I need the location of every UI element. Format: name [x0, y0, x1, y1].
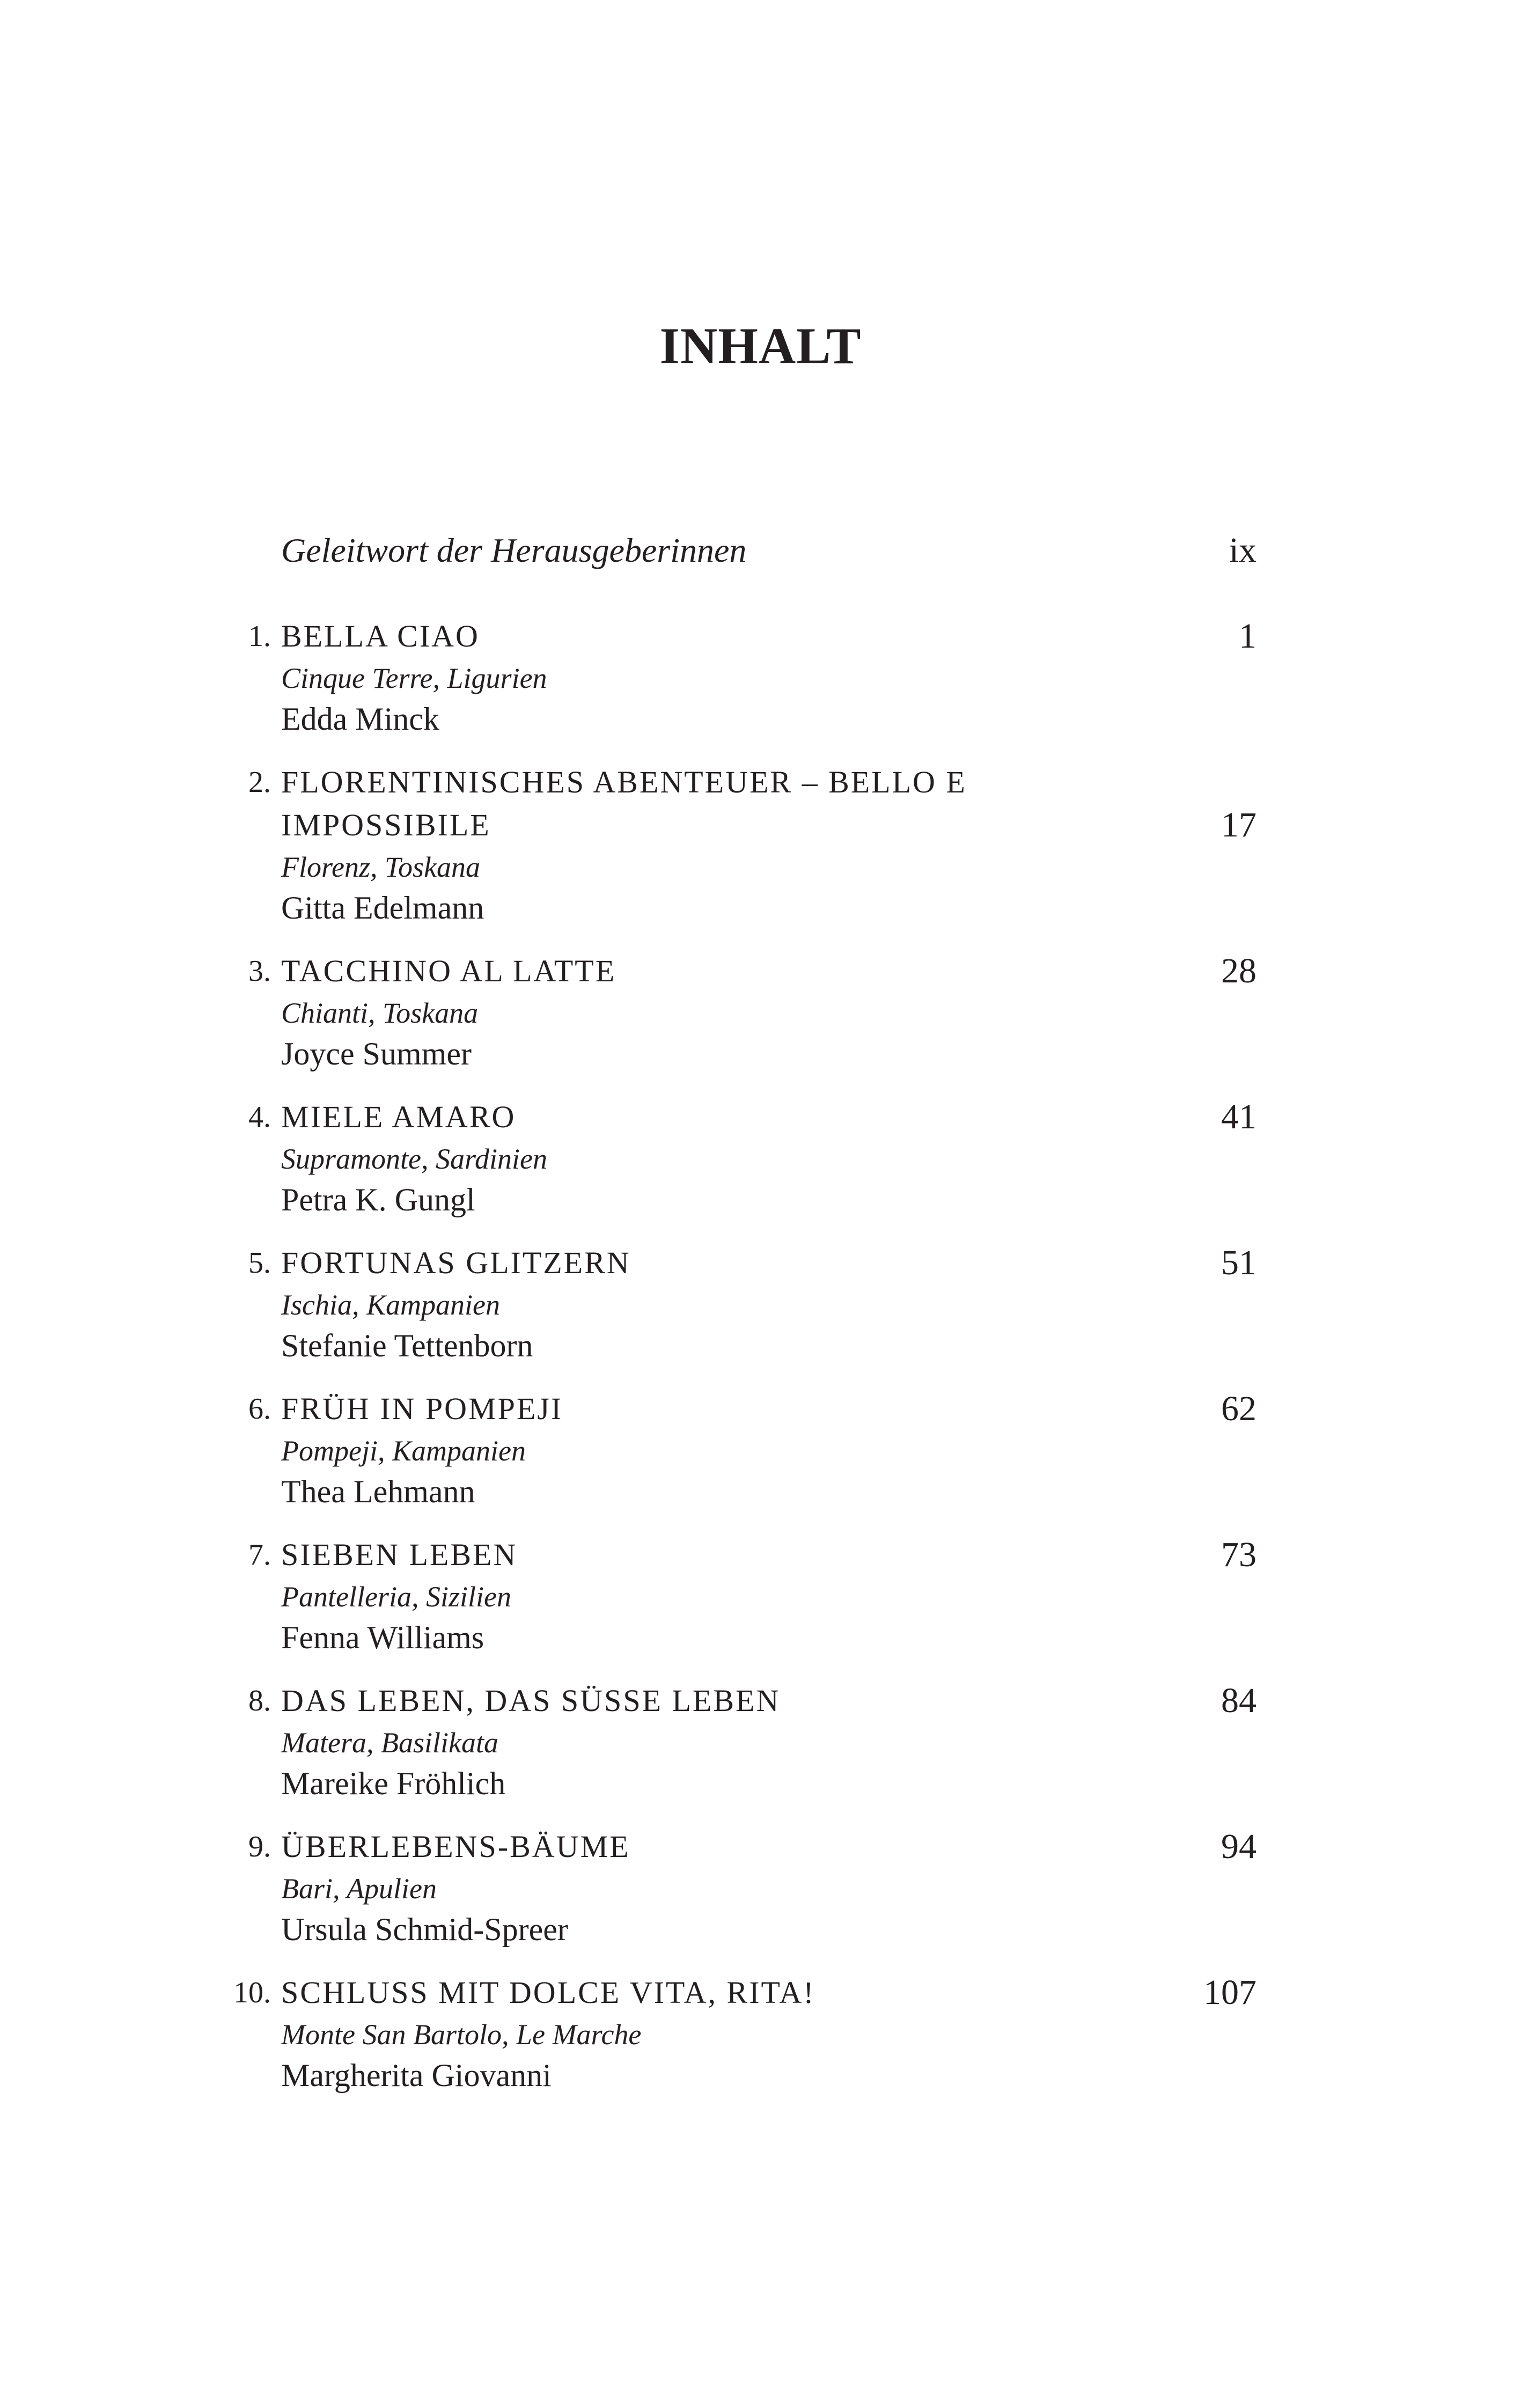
entry-number: 4.: [248, 1100, 271, 1134]
toc-entry[interactable]: [215, 1533, 1257, 1658]
entry-title-line: MIELE AMARO: [281, 1099, 516, 1134]
entry-body: [281, 761, 1107, 928]
entry-title-line: FRÜH IN POMPEJI: [281, 1391, 563, 1426]
entry-title-line: ÜBERLEBENS-BÄUME: [281, 1829, 630, 1864]
page-title: INHALT: [659, 317, 862, 375]
toc-entry[interactable]: [215, 1242, 1257, 1366]
entry-number: 7.: [248, 1538, 271, 1572]
entry-author: Margherita Giovanni: [281, 2058, 552, 2093]
toc-foreword[interactable]: [215, 529, 1257, 572]
entry-number: 1.: [248, 620, 271, 653]
page-number: 17: [1221, 805, 1257, 845]
entry-location: Bari, Apulien: [281, 1873, 437, 1905]
entry-number: 3.: [248, 955, 271, 988]
page-number: 107: [1203, 1973, 1257, 2012]
toc-entry[interactable]: [215, 1971, 1257, 2096]
entry-title-line: TACCHINO AL LATTE: [281, 953, 616, 988]
entry-location: Pompeji, Kampanien: [281, 1435, 526, 1467]
page-number: 1: [1239, 616, 1257, 656]
page-number: ix: [1229, 531, 1257, 570]
toc-entry[interactable]: [215, 950, 1257, 1074]
toc-entry[interactable]: [215, 615, 1257, 739]
entry-author: Petra K. Gungl: [281, 1182, 475, 1217]
entry-number: 9.: [248, 1830, 271, 1863]
entry-author: Ursula Schmid-Spreer: [281, 1912, 568, 1947]
entry-location: Ischia, Kampanien: [281, 1289, 500, 1321]
entry-location: Florenz, Toskana: [281, 851, 481, 883]
entry-location: Pantelleria, Sizilien: [281, 1581, 511, 1613]
entry-author: Edda Minck: [281, 701, 439, 737]
entry-author: Thea Lehmann: [281, 1474, 475, 1509]
entry-body: [281, 1679, 1107, 1804]
entry-title-line: DAS LEBEN, DAS SÜSSE LEBEN: [281, 1683, 781, 1718]
entry-number: 2.: [248, 766, 271, 799]
entry-number: 6.: [248, 1392, 271, 1426]
entry-body: [281, 615, 1107, 739]
toc-entry[interactable]: [215, 761, 1257, 928]
entry-author: Mareike Fröhlich: [281, 1766, 506, 1801]
entry-author: Joyce Summer: [281, 1036, 472, 1071]
entry-location: Cinque Terre, Ligurien: [281, 662, 547, 694]
page-number: 28: [1221, 951, 1257, 990]
entry-title-line: SCHLUSS MIT DOLCE VITA, RITA!: [281, 1975, 815, 2010]
entry-number: 8.: [248, 1684, 271, 1717]
foreword-label: Geleitwort der Herausgeberinnen: [281, 531, 747, 569]
toc-entry[interactable]: [215, 1096, 1257, 1220]
toc-entry[interactable]: [215, 1679, 1257, 1804]
entry-title-line: BELLA CIAO: [281, 619, 480, 654]
entry-author: Stefanie Tettenborn: [281, 1328, 533, 1363]
entry-title-line: FORTUNAS GLITZERN: [281, 1245, 631, 1280]
toc-entry[interactable]: [215, 1387, 1257, 1512]
entry-location: Chianti, Toskana: [281, 997, 479, 1029]
entry-author: Gitta Edelmann: [281, 890, 484, 926]
entry-location: Monte San Bartolo, Le Marche: [281, 2018, 642, 2051]
page-number: 41: [1221, 1097, 1257, 1136]
entry-title-line: FLORENTINISCHES ABENTEUER – BELLO E: [281, 765, 967, 799]
entry-body: [281, 1096, 1107, 1220]
page-number: 62: [1221, 1389, 1257, 1428]
entry-location: Matera, Basilikata: [281, 1727, 498, 1759]
page-number: 73: [1221, 1535, 1257, 1574]
entry-body: [281, 1387, 1107, 1512]
entry-title-line: SIEBEN LEBEN: [281, 1537, 518, 1572]
entry-number: 5.: [248, 1246, 271, 1280]
entry-number: 10.: [233, 1976, 271, 2009]
page-number: 94: [1221, 1827, 1257, 1866]
entry-body: [281, 1825, 1107, 1950]
table-of-contents: [215, 529, 1257, 2117]
page-number: 51: [1221, 1243, 1257, 1282]
entry-body: [281, 1242, 1107, 1366]
entry-body: [281, 1971, 1107, 2096]
entry-title-line: IMPOSSIBILE: [281, 807, 491, 842]
entry-body: [281, 950, 1107, 1074]
entry-body: [281, 1533, 1107, 1658]
entry-location: Supramonte, Sardinien: [281, 1143, 547, 1175]
page-number: 84: [1221, 1681, 1257, 1720]
toc-entry[interactable]: [215, 1825, 1257, 1950]
entry-author: Fenna Williams: [281, 1620, 484, 1655]
